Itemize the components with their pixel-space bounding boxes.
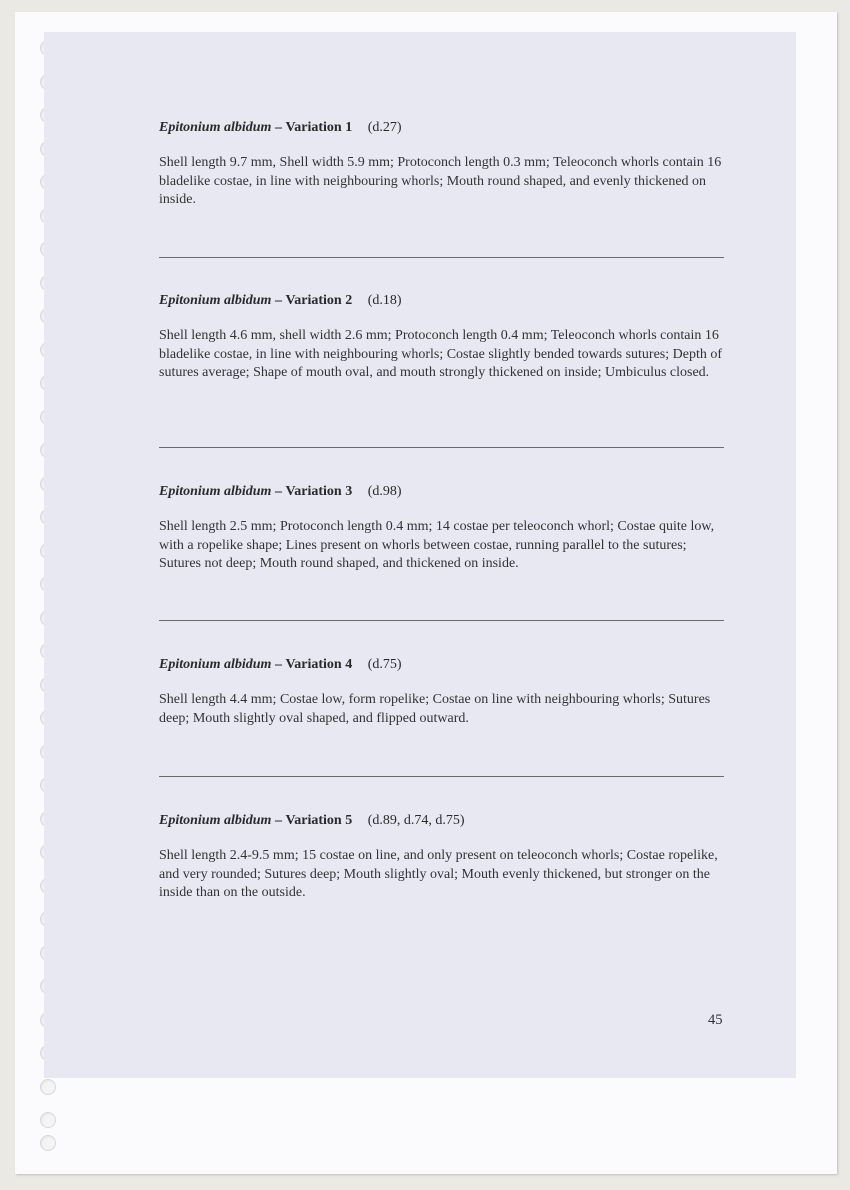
variation-label: Variation 3 (285, 484, 353, 499)
page-number: 45 (708, 1012, 723, 1028)
specimen-reference: (d.27) (367, 120, 402, 135)
species-name: Epitonium albidum (159, 657, 272, 672)
heading-dash: – (274, 657, 282, 672)
variation-section-3 (159, 484, 729, 574)
section-heading (159, 657, 729, 673)
section-divider (159, 620, 724, 621)
section-heading (159, 813, 729, 829)
species-name: Epitonium albidum (159, 293, 272, 308)
variation-description: Shell length 2.4-9.5 mm; 15 costae on line, and only present on teleoconch whorls; Costae ropelike, and very rounded; Sutures deep; Mouth slightly oval; Mouth evenly thickened, but stronger on the inside than on the outside. (159, 848, 718, 900)
variation-description: Shell length 4.6 mm, shell width 2.6 mm; Protoconch length 0.4 mm; Teleoconch whorls contain 16 bladelike costae, in line with neighbouring whorls; Costae slightly bended towards sutures; Depth of sutures average; Shape of mouth oval, and mouth strongly thickened on inside; Umbiculus closed. (159, 328, 723, 380)
heading-dash: – (274, 484, 282, 499)
variation-label: Variation 5 (285, 813, 353, 828)
section-divider (159, 447, 724, 448)
punch-hole (40, 1079, 56, 1095)
punch-hole (40, 1112, 56, 1128)
variation-section-1 (159, 120, 729, 210)
punch-hole (40, 1135, 56, 1151)
specimen-reference: (d.89, d.74, d.75) (367, 813, 465, 828)
section-heading (159, 293, 729, 309)
variation-section-2 (159, 293, 729, 383)
variation-section-4 (159, 657, 729, 728)
variation-description: Shell length 4.4 mm; Costae low, form ropelike; Costae on line with neighbouring whorls; Sutures deep; Mouth slightly oval shaped, and flipped outward. (159, 692, 711, 726)
section-heading (159, 484, 729, 500)
specimen-reference: (d.98) (367, 484, 402, 499)
specimen-reference: (d.75) (367, 657, 402, 672)
variation-description: Shell length 2.5 mm; Protoconch length 0.4 mm; 14 costae per teleoconch whorl; Costae quite low, with a ropelike shape; Lines present on whorls between costae, running parallel to the sutures; Sutures not deep; Mouth round shaped, and thickened on inside. (159, 519, 715, 571)
variation-description: Shell length 9.7 mm, Shell width 5.9 mm; Protoconch length 0.3 mm; Teleoconch whorls contain 16 bladelike costae, in line with neighbouring whorls; Mouth round shaped, and evenly thickened on inside. (159, 155, 722, 207)
heading-dash: – (274, 120, 282, 135)
section-divider (159, 776, 724, 777)
specimen-reference: (d.18) (367, 293, 402, 308)
variation-label: Variation 4 (285, 657, 353, 672)
heading-dash: – (274, 813, 282, 828)
section-divider (159, 257, 724, 258)
variation-section-5 (159, 813, 729, 903)
variation-label: Variation 2 (285, 293, 353, 308)
variation-label: Variation 1 (285, 120, 353, 135)
heading-dash: – (274, 293, 282, 308)
species-name: Epitonium albidum (159, 120, 272, 135)
section-heading (159, 120, 729, 136)
species-name: Epitonium albidum (159, 484, 272, 499)
species-name: Epitonium albidum (159, 813, 272, 828)
